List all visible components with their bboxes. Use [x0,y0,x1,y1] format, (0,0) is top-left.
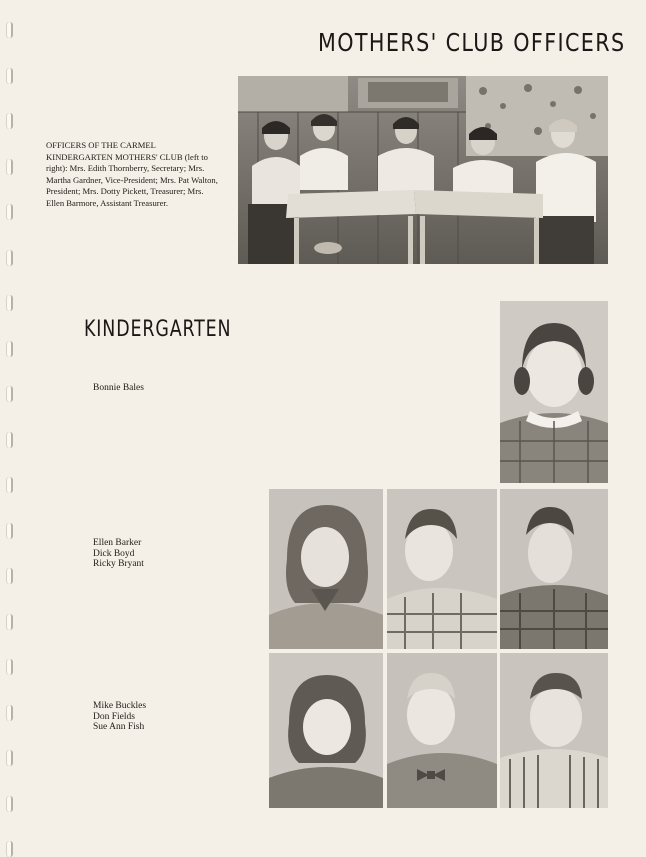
student-name: Ricky Bryant [93,559,144,569]
binding-hole [6,341,13,357]
binding-hole [6,477,13,493]
binding-hole [6,250,13,266]
binding-hole [6,22,13,38]
page-title: MOTHERS' CLUB OFFICERS [318,28,626,57]
binding-hole [6,705,13,721]
student-portrait-bonnie-bales [500,301,608,483]
binding-hole [6,750,13,766]
student-portrait-ricky-bryant [500,489,608,649]
names-row-3 [93,701,146,733]
binding-hole [6,295,13,311]
student-portrait-mike-buckles [269,653,383,808]
binding-hole [6,113,13,129]
student-name: Ellen Barker [93,538,142,548]
binding-hole [6,614,13,630]
binding-hole [6,568,13,584]
binding-hole [6,841,13,857]
binding-hole [6,659,13,675]
student-portrait-don-fields [387,653,497,808]
binding-hole [6,432,13,448]
student-name: Don Fields [93,711,135,722]
student-name: Mike Buckles [93,701,147,711]
names-row-2 [93,538,144,570]
binding-hole [6,204,13,220]
student-portrait-ellen-barker [269,489,383,649]
binding-hole [6,796,13,812]
binding-hole [6,386,13,402]
binding-hole [6,523,13,539]
student-name: Dick Boyd [93,548,135,559]
student-name: Sue Ann Fish [93,722,145,732]
student-portrait-sue-ann-fish [500,653,608,808]
section-title: KINDERGARTEN [84,317,232,342]
student-portrait-dick-boyd [387,489,497,649]
spiral-binding [0,0,22,852]
student-name: Bonnie Bales [93,383,144,393]
names-row-1 [93,383,144,394]
binding-hole [6,159,13,175]
officers-group-photo [238,76,608,264]
binding-hole [6,68,13,84]
officers-caption: OFFICERS OF THE CARMEL KINDERGARTEN MOTHERS' CLUB (left to right): Mrs. Edith Thornberry, Secretary; Mrs. Martha Gardner, Vice-President; Mrs. Pat Walton, President; Mrs. Dotty Pickett, Treasurer; Mrs. Ellen Barmore, Assistant Treasurer. [46,140,218,208]
